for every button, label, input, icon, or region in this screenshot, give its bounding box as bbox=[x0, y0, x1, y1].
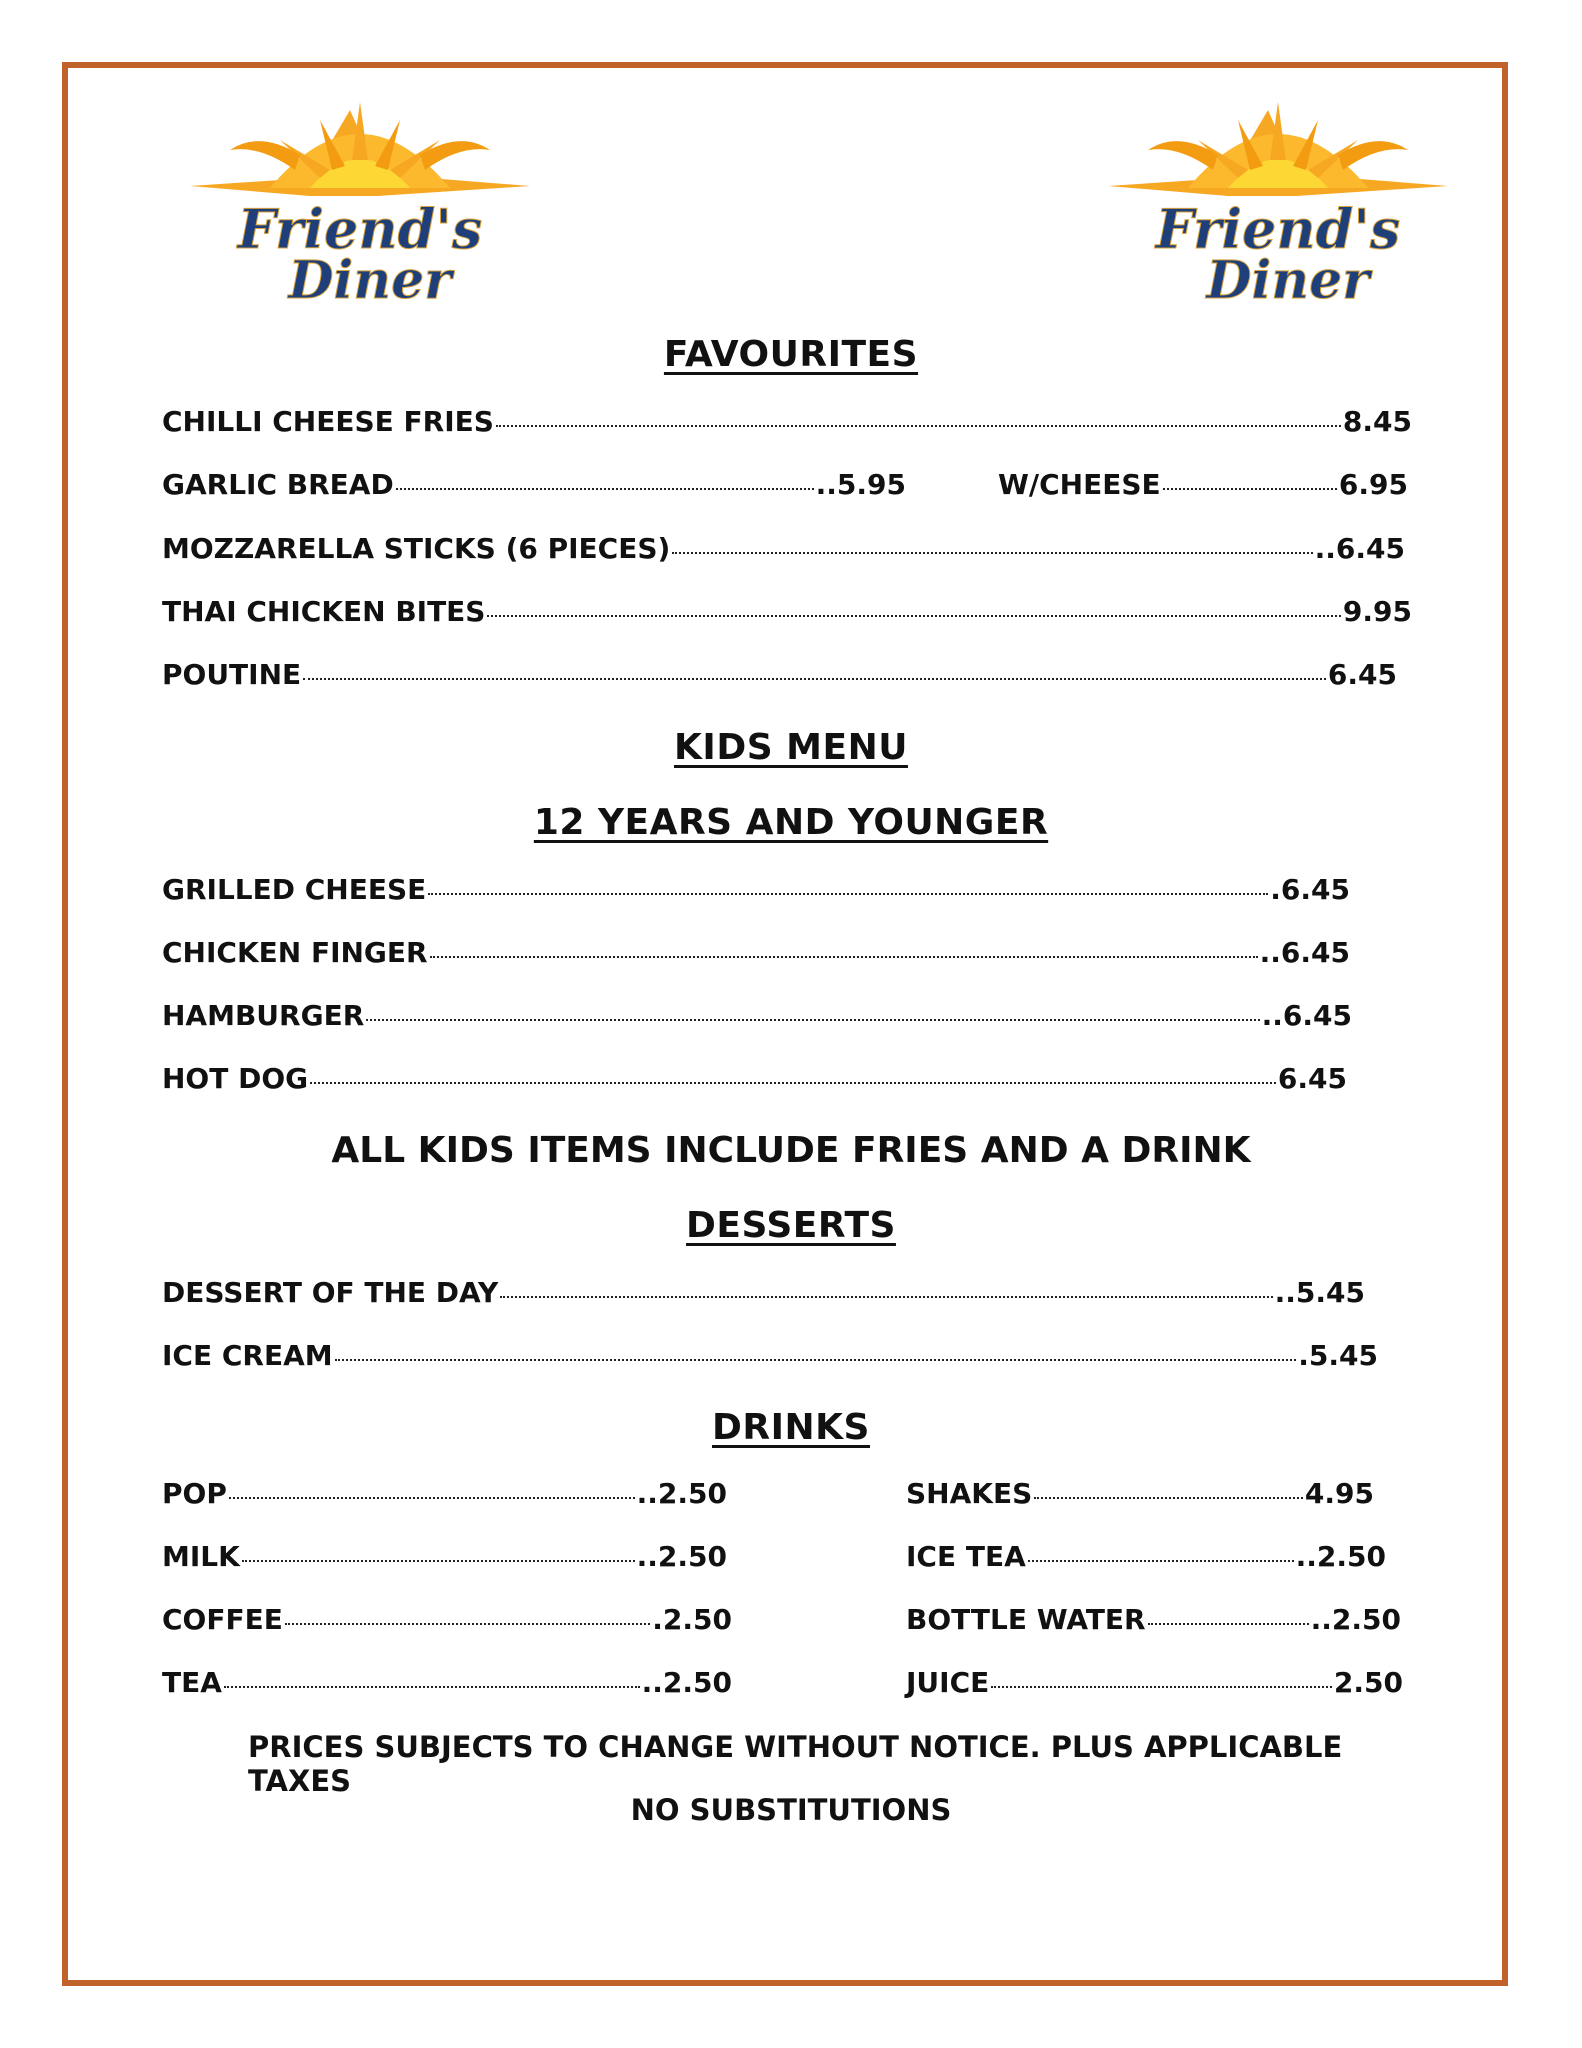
drink-item: ICE TEA ..2.50 bbox=[906, 1540, 1386, 1573]
drink-item: SHAKES 4.95 bbox=[906, 1477, 1374, 1510]
drink-item: POP ..2.50 bbox=[162, 1477, 727, 1510]
drink-item: TEA ..2.50 bbox=[162, 1666, 732, 1699]
footer-disclaimer: PRICES SUBJECTS TO CHANGE WITHOUT NOTICE. PLUS APPLICABLE TAXES bbox=[248, 1730, 1343, 1798]
svg-text:Diner: Diner bbox=[1206, 250, 1370, 310]
kids-menu-heading: KIDS MENU bbox=[674, 727, 908, 768]
kids-note: ALL KIDS ITEMS INCLUDE FRIES AND A DRINK bbox=[331, 1130, 1251, 1171]
drink-item: BOTTLE WATER ..2.50 bbox=[906, 1603, 1401, 1636]
sun-logo-icon bbox=[1078, 100, 1478, 310]
svg-text:Friend's: Friend's bbox=[237, 197, 483, 261]
svg-text:Friend's: Friend's bbox=[1155, 197, 1401, 261]
menu-item: GARLIC BREAD ..5.95 bbox=[162, 468, 906, 501]
desserts-heading: DESSERTS bbox=[686, 1205, 896, 1246]
drink-item: JUICE 2.50 bbox=[906, 1666, 1403, 1699]
favourites-heading: FAVOURITES bbox=[663, 334, 919, 375]
sun-logo-icon bbox=[160, 100, 560, 310]
drink-item: COFFEE .2.50 bbox=[162, 1603, 732, 1636]
menu-item: HAMBURGER ..6.45 bbox=[162, 999, 1352, 1032]
menu-item: ICE CREAM .5.45 bbox=[162, 1339, 1378, 1372]
menu-item: THAI CHICKEN BITES 9.95 bbox=[162, 595, 1412, 628]
menu-item: CHILLI CHEESE FRIES 8.45 bbox=[162, 405, 1412, 438]
menu-item: MOZZARELLA STICKS (6 PIECES) ..6.45 bbox=[162, 532, 1405, 565]
menu-item: CHICKEN FINGER ..6.45 bbox=[162, 936, 1350, 969]
menu-item: HOT DOG 6.45 bbox=[162, 1062, 1347, 1095]
friends-diner-logo-left bbox=[160, 100, 560, 310]
menu-item: DESSERT OF THE DAY ..5.45 bbox=[162, 1276, 1365, 1309]
drink-item: MILK ..2.50 bbox=[162, 1540, 727, 1573]
svg-text:Diner: Diner bbox=[288, 250, 452, 310]
drinks-heading: DRINKS bbox=[712, 1407, 870, 1448]
menu-item-extra: W/CHEESE 6.95 bbox=[998, 468, 1408, 501]
friends-diner-logo-right bbox=[1078, 100, 1478, 310]
menu-item: POUTINE 6.45 bbox=[162, 658, 1397, 691]
menu-item: GRILLED CHEESE .6.45 bbox=[162, 873, 1350, 906]
kids-menu-subheading: 12 YEARS AND YOUNGER bbox=[533, 802, 1049, 843]
footer-no-substitutions: NO SUBSTITUTIONS bbox=[630, 1793, 952, 1827]
